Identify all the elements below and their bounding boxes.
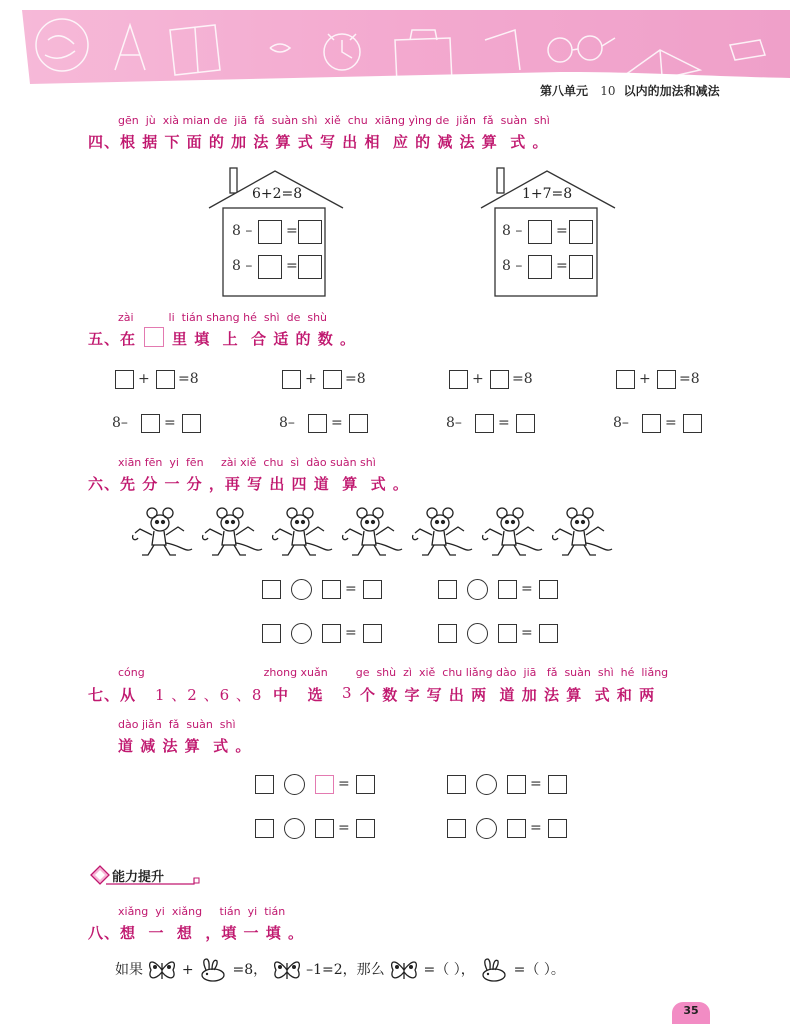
house-2-row1-blank2[interactable] xyxy=(569,220,593,244)
q7-eq3-result[interactable] xyxy=(356,819,375,838)
mouse-icon xyxy=(550,505,616,560)
house-2-row2-eq: = xyxy=(556,258,568,274)
q7-title-b: 中 选 xyxy=(273,686,324,704)
q7-eq3-blank1[interactable] xyxy=(255,819,274,838)
q8-equation-line xyxy=(115,957,565,983)
q7-eq1-operator[interactable] xyxy=(284,774,305,795)
house-2-row2-blank1[interactable] xyxy=(528,255,552,279)
q6-eq1-result[interactable] xyxy=(363,580,382,599)
house-1-roof-equation: 6+2=8 xyxy=(252,186,303,202)
house-2-roof-equation: 1+7=8 xyxy=(522,186,573,202)
mouse-icon xyxy=(340,505,406,560)
q6-eq2-result[interactable] xyxy=(539,580,558,599)
butterfly-icon xyxy=(389,957,419,983)
q5-sub3-blank2[interactable] xyxy=(516,414,535,433)
q5-add2-plus: + xyxy=(305,371,317,387)
house-1-row1-blank2[interactable] xyxy=(298,220,322,244)
q7-eq1-eq: = xyxy=(338,776,350,792)
q6-eq1-operator[interactable] xyxy=(291,579,312,600)
q5-add4-result: =8 xyxy=(679,371,700,387)
badge-underline xyxy=(106,864,216,886)
q7-eq4-result[interactable] xyxy=(548,819,567,838)
butterfly-icon xyxy=(272,957,302,983)
house-2-row1-blank1[interactable] xyxy=(528,220,552,244)
q6-eq4-eq: = xyxy=(521,625,533,641)
house-1-row2-blank2[interactable] xyxy=(298,255,322,279)
q5-sub4-label: 8– xyxy=(613,415,629,431)
q5-add1-result: =8 xyxy=(178,371,199,387)
rabbit-icon xyxy=(198,957,228,983)
q5-add3-result: =8 xyxy=(512,371,533,387)
q5-add2-blank2[interactable] xyxy=(323,370,342,389)
q5-add1-blank1[interactable] xyxy=(115,370,134,389)
butterfly-icon xyxy=(147,957,177,983)
q6-eq2-eq: = xyxy=(521,581,533,597)
q5-sub4-blank1[interactable] xyxy=(642,414,661,433)
q6-eq1-blank2[interactable] xyxy=(322,580,341,599)
q5-add1-plus: + xyxy=(138,371,150,387)
q5-add1-blank2[interactable] xyxy=(156,370,175,389)
mouse-icon xyxy=(200,505,266,560)
q5-sub2-eq: = xyxy=(331,415,343,431)
q5-add4-plus: + xyxy=(639,371,651,387)
house-2-row1-eq: = xyxy=(556,223,568,239)
header-unit: 第八单元 xyxy=(540,84,589,98)
q5-add3-blank1[interactable] xyxy=(449,370,468,389)
q6-eq4-blank1[interactable] xyxy=(438,624,457,643)
q8-answer-butterfly[interactable]: =（ ）， xyxy=(423,962,475,978)
house-1-row2-blank1[interactable] xyxy=(258,255,282,279)
house-2-row2-label: 8 – xyxy=(502,258,523,274)
q5-title-box-icon xyxy=(144,327,164,347)
q6-pinyin: xiān fēn yi fēn zài xiě chu sì dào suàn shì xyxy=(118,456,376,469)
q7-title-num2: 3 xyxy=(342,684,353,702)
q5-pinyin: zài li tián shang hé shì de shù xyxy=(118,311,328,324)
q5-sub3-label: 8– xyxy=(446,415,462,431)
q6-eq4-operator[interactable] xyxy=(467,623,488,644)
q5-add2-blank1[interactable] xyxy=(282,370,301,389)
q5-add2-result: =8 xyxy=(345,371,366,387)
q5-title-a: 五、在 xyxy=(88,330,137,348)
q8-text-minus: –1=2，那么 xyxy=(306,962,385,978)
q5-sub3-blank1[interactable] xyxy=(475,414,494,433)
house-2-row2-blank2[interactable] xyxy=(569,255,593,279)
q6-eq3-blank2[interactable] xyxy=(322,624,341,643)
q7-pinyin-line1: cóng zhong xuǎn ge shù zì xiě chu liǎng dào jiā fǎ suàn shì hé liǎng xyxy=(118,666,669,679)
q7-title-line2: 道 减 法 算 式 。 xyxy=(118,737,252,755)
q6-eq4-result[interactable] xyxy=(539,624,558,643)
mice-row xyxy=(130,505,710,560)
q6-eq2-blank1[interactable] xyxy=(438,580,457,599)
q7-eq3-eq: = xyxy=(338,820,350,836)
q6-eq1-blank1[interactable] xyxy=(262,580,281,599)
header-unit-num: 10 xyxy=(600,84,616,98)
q5-add3-blank2[interactable] xyxy=(490,370,509,389)
q5-sub4-blank2[interactable] xyxy=(683,414,702,433)
q5-sub1-blank2[interactable] xyxy=(182,414,201,433)
q7-eq2-eq: = xyxy=(530,776,542,792)
q7-eq1-blank1[interactable] xyxy=(255,775,274,794)
header-title xyxy=(540,82,720,99)
q7-pinyin-line2: dào jiǎn fǎ suàn shì xyxy=(118,718,236,731)
q5-title-b: 里 填 上 合 适 的 数 。 xyxy=(172,330,357,348)
page-number: 35 xyxy=(672,1002,710,1024)
q6-eq3-result[interactable] xyxy=(363,624,382,643)
mouse-icon xyxy=(480,505,546,560)
q7-eq1-result[interactable] xyxy=(356,775,375,794)
q8-text-eq8: =8， xyxy=(232,962,268,978)
q7-eq3-operator[interactable] xyxy=(284,818,305,839)
q7-title-a: 七、从 xyxy=(88,686,137,704)
house-1-row2-label: 8 – xyxy=(232,258,253,274)
q7-title-numbers: 1 、2 、6 、8 xyxy=(155,686,263,704)
q5-add4-blank2[interactable] xyxy=(657,370,676,389)
q5-sub2-blank1[interactable] xyxy=(308,414,327,433)
q7-eq2-blank1[interactable] xyxy=(447,775,466,794)
q4-title: 四、根 据 下 面 的 加 法 算 式 写 出 相 应 的 减 法 算 式 。 xyxy=(88,133,549,151)
q5-sub2-label: 8– xyxy=(279,415,295,431)
mouse-icon xyxy=(130,505,196,560)
q7-eq3-blank2[interactable] xyxy=(315,819,334,838)
q7-eq4-blank2[interactable] xyxy=(507,819,526,838)
q6-eq3-blank1[interactable] xyxy=(262,624,281,643)
q6-title: 六、先 分 一 分 ，再 写 出 四 道 算 式 。 xyxy=(88,475,409,493)
q5-sub3-eq: = xyxy=(498,415,510,431)
mouse-icon xyxy=(410,505,476,560)
q6-eq3-operator[interactable] xyxy=(291,623,312,644)
q5-sub1-eq: = xyxy=(164,415,176,431)
q5-add3-plus: + xyxy=(472,371,484,387)
q7-eq2-operator[interactable] xyxy=(476,774,497,795)
house-1-row1-label: 8 – xyxy=(232,223,253,239)
q8-text-plus: + xyxy=(181,962,194,978)
q5-sub1-label: 8– xyxy=(112,415,128,431)
q5-add4-blank1[interactable] xyxy=(616,370,635,389)
q8-answer-rabbit[interactable]: =（ ）。 xyxy=(513,962,565,978)
q5-sub2-blank2[interactable] xyxy=(349,414,368,433)
q7-eq4-blank1[interactable] xyxy=(447,819,466,838)
q5-sub1-blank1[interactable] xyxy=(141,414,160,433)
house-1-row2-eq: = xyxy=(286,258,298,274)
q6-eq2-blank2[interactable] xyxy=(498,580,517,599)
q8-text-if: 如果 xyxy=(115,962,143,978)
q6-eq1-eq: = xyxy=(345,581,357,597)
rabbit-icon xyxy=(479,957,509,983)
header-unit-topic: 以内的加法和减法 xyxy=(623,84,720,98)
q8-pinyin: xiǎng yi xiǎng tián yi tián xyxy=(118,905,286,918)
q7-title-c: 个 数 字 写 出 两 道 加 法 算 式 和 两 xyxy=(360,686,656,704)
q7-eq2-result[interactable] xyxy=(548,775,567,794)
house-2-row1-label: 8 – xyxy=(502,223,523,239)
q7-eq4-operator[interactable] xyxy=(476,818,497,839)
q7-eq4-eq: = xyxy=(530,820,542,836)
q5-sub4-eq: = xyxy=(665,415,677,431)
house-1-row1-eq: = xyxy=(286,223,298,239)
q8-title: 八、想 一 想 ，填 一 填 。 xyxy=(88,924,305,942)
q7-eq1-blank2[interactable] xyxy=(315,775,334,794)
q6-eq4-blank2[interactable] xyxy=(498,624,517,643)
q7-eq2-blank2[interactable] xyxy=(507,775,526,794)
mouse-icon xyxy=(270,505,336,560)
ability-badge-label: 能力提升 xyxy=(112,870,165,885)
q6-eq3-eq: = xyxy=(345,625,357,641)
q4-pinyin: gēn jù xià mian de jiā fǎ suàn shì xiě chu xiāng yìng de jiǎn fǎ suàn shì xyxy=(118,114,550,127)
q6-eq2-operator[interactable] xyxy=(467,579,488,600)
house-1-row1-blank1[interactable] xyxy=(258,220,282,244)
